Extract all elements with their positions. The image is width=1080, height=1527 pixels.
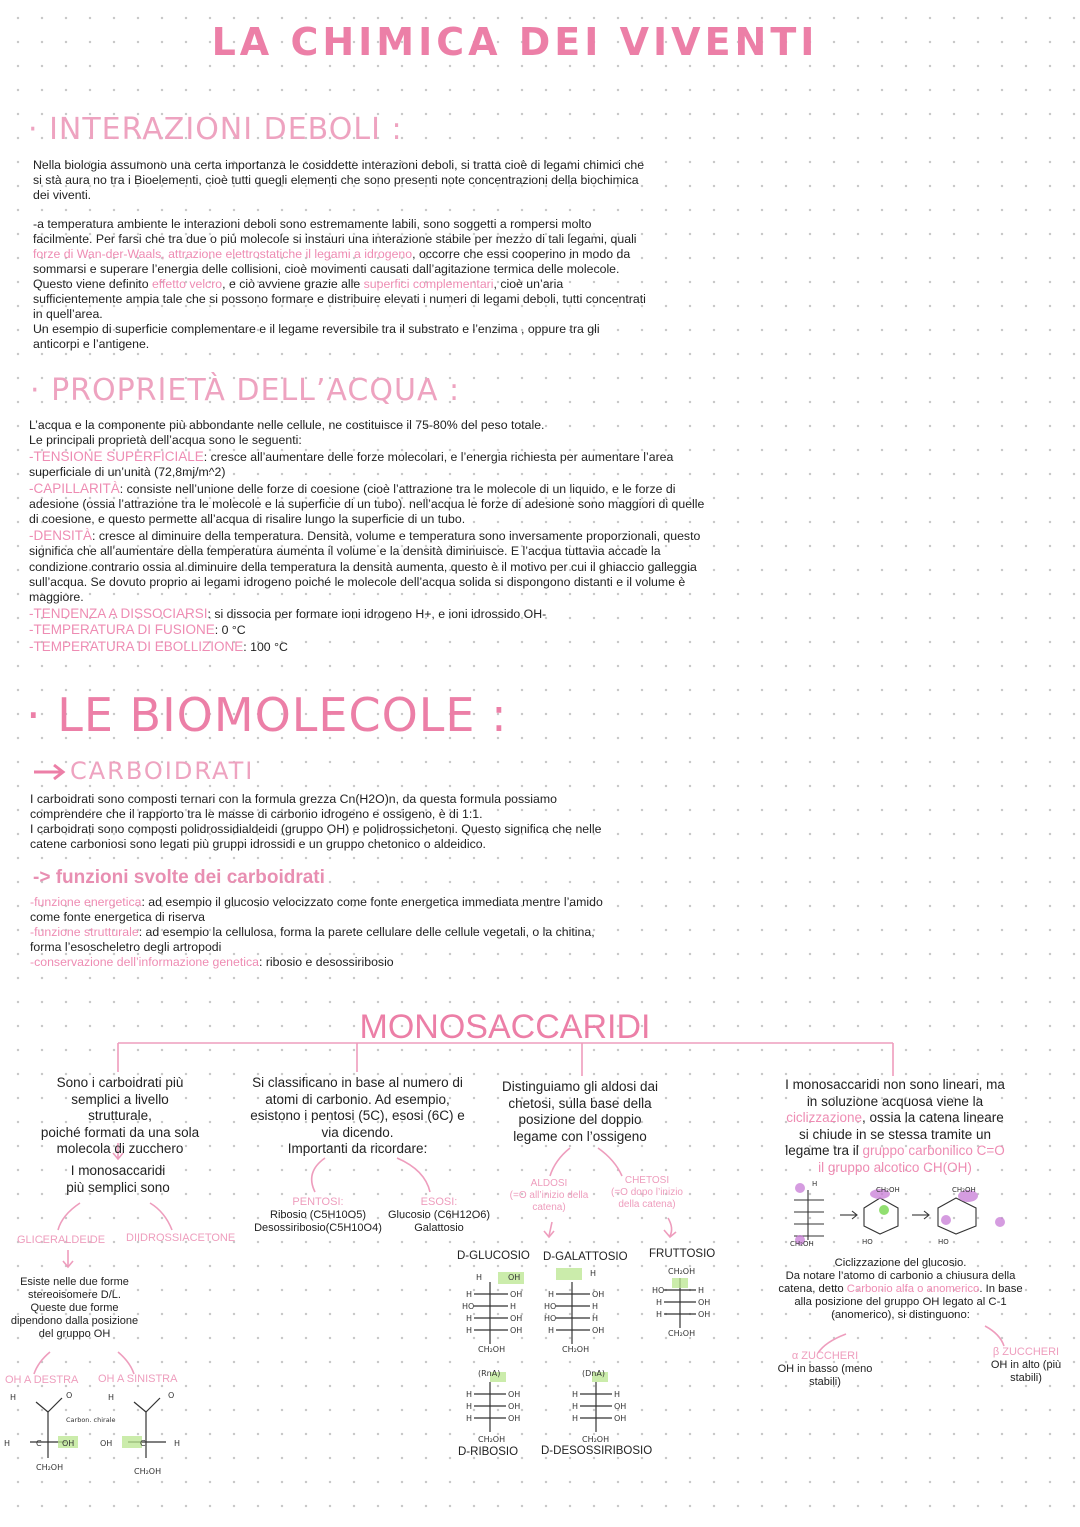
text-line: Le principali proprietà dell’acqua sono le seguenti:: [29, 433, 302, 448]
text-line: sufficientemente ampia tale che si possono formare e distribuire elevati i numeri di legami deboli, tutti concentrati: [33, 292, 646, 306]
label-densita: -DENSITÀ: [29, 527, 93, 543]
highlight-forze: forze di Wan-der-Waals, attrazione elettrostatiche il legami a idrogeno: [33, 247, 413, 261]
text-line: posizione del doppio: [518, 1112, 642, 1127]
text-line: forma l’esoscheletro degli artropodi: [30, 940, 222, 954]
svg-text:H: H: [548, 1326, 555, 1335]
heading-funzioni: -> funzioni svolte dei carboidrati: [33, 867, 325, 888]
text-line: I carboidrati sono composti ternari con la formula grezza Cn(H2O)n, da questa formula possiamo: [30, 792, 557, 806]
svg-text:O: O: [66, 1391, 73, 1400]
svg-text:HO: HO: [462, 1302, 475, 1311]
chetosi-block: [598, 1175, 696, 1211]
text-line: in soluzione acquosa viene la: [806, 1093, 984, 1109]
label-fusione: -TEMPERATURA DI FUSIONE: [29, 622, 215, 638]
svg-text:H: H: [108, 1393, 115, 1402]
text-line: Ribosio (C5H10O5): [270, 1209, 366, 1221]
text-line: Desossiribosio(C5H10O4): [254, 1222, 382, 1234]
label-tensione: -TENSIONE SUPERFICIALE: [29, 448, 204, 464]
text-line: dipendono dalla posizione: [10, 1315, 139, 1327]
highlight-velcro: effetto velcro: [151, 277, 223, 291]
svg-text:H: H: [10, 1393, 17, 1402]
text-line: via dicendo.: [321, 1124, 394, 1140]
svg-text:CH₂OH: CH₂OH: [952, 1186, 976, 1194]
text-line: (anomerico), si distinguono:: [831, 1309, 970, 1321]
svg-text:H: H: [466, 1326, 473, 1335]
mono-forme-text: [2, 1276, 147, 1341]
mono-col3-text: [490, 1079, 670, 1145]
text-span: : si dissocia per formare ioni idrogeno H+, e ioni idrossido OH-: [207, 606, 547, 621]
highlight-superfici: superfici complementari: [363, 277, 494, 291]
text-line: atomi di carbonio. Ad esempio,: [265, 1091, 450, 1107]
text-line: catena): [532, 1202, 566, 1213]
label-beta-zuccheri: β ZUCCHERI: [992, 1346, 1060, 1358]
aldosi-block: [497, 1178, 601, 1214]
svg-text:CH₂OH: CH₂OH: [478, 1435, 506, 1444]
text-line: del gruppo OH: [38, 1328, 111, 1340]
svg-text:H: H: [466, 1290, 473, 1299]
svg-text:H: H: [466, 1314, 473, 1323]
svg-text:OH: OH: [510, 1314, 523, 1323]
text-line: L’acqua e la componente più abbondante nelle cellule, ne costituisce il 75-80% del peso totale.: [29, 418, 545, 432]
svg-text:CH₂OH: CH₂OH: [582, 1435, 610, 1444]
label-strutturale: -funzione strutturale: [30, 925, 139, 939]
highlight-alcolico: il gruppo alcotico CH(OH): [818, 1159, 972, 1175]
svg-text:CH₂OH: CH₂OH: [134, 1467, 162, 1476]
highlight-ciclizzazione: ciclizzazione: [786, 1110, 862, 1125]
text-line: [770, 1143, 1020, 1160]
text-line: -a temperatura ambiente le interazioni deboli sono estremamente labili, sono soggetti a rompersi molto: [33, 217, 592, 231]
svg-text:OH: OH: [698, 1298, 711, 1307]
heading-interazioni: · INTERAZIONI DEBOLI :: [28, 112, 403, 147]
text-line: Si classificano in base al numero di: [252, 1075, 463, 1090]
label-d-glucosio: D-GLUCOSIO: [457, 1250, 530, 1262]
label-oh-destra: OH A DESTRA: [5, 1374, 79, 1386]
text-line: Queste due forme: [30, 1302, 119, 1314]
svg-text:OH: OH: [508, 1390, 521, 1399]
page-title: LA CHIMICA DEI VIVENTI: [211, 20, 819, 64]
label-oh-sinistra: OH A SINISTRA: [98, 1373, 178, 1385]
text-span: legame tra il: [785, 1143, 863, 1158]
beta-zuccheri-block: [978, 1346, 1074, 1385]
text-line: anticorpi e l’antigene.: [33, 337, 150, 351]
text-span: Questo viene definito: [33, 277, 152, 291]
svg-text:OH: OH: [592, 1326, 605, 1335]
text-span: catena, detto: [778, 1283, 847, 1295]
text-line: [773, 1283, 1028, 1296]
text-line: Da notare l’atomo di carbonio a chiusura della: [785, 1270, 1016, 1282]
text-line: maggiore.: [29, 590, 84, 605]
svg-text:H: H: [174, 1439, 181, 1448]
label-gliceraldeide: GLICERALDEIDE: [17, 1234, 106, 1246]
label-d-desossiribosio: D-DESOSSIRIBOSIO: [541, 1445, 653, 1457]
text-line: Un esempio di superficie complementare e il legame reversibile tra il substrato e l’enzima , oppure tra gli: [33, 322, 600, 336]
text-span: : 0 °C: [214, 623, 246, 638]
label-chetosi: CHETOSI: [624, 1175, 670, 1186]
text-line: [770, 1110, 1020, 1127]
text-span: : consiste nell’unione delle forze di coesione (cioè l’attrazione tra le molecole di un liquido, e le forze di: [119, 481, 676, 496]
text-line: adesione (ossia l’attrazione tra le molecole e la superficie di un tubo). nell’acqua le forze di adesione sono maggiori di quelle: [29, 497, 705, 512]
text-span: : ad esempio il glucosio velocizzato come fonte energetica immediata mentre l’amido: [141, 895, 603, 909]
svg-text:CH₂OH: CH₂OH: [562, 1345, 590, 1354]
text-line: molecola di zucchero: [56, 1141, 184, 1156]
text-line: superficiale di un’unità (72,8mj/m^2): [29, 465, 226, 480]
svg-text:HO: HO: [544, 1302, 557, 1311]
label-diidrossiacetone: DIIDROSSIACETONE: [126, 1232, 236, 1244]
svg-text:H: H: [656, 1298, 663, 1307]
svg-text:H: H: [592, 1302, 599, 1311]
svg-text:OH: OH: [100, 1439, 113, 1448]
text-line: chetosi, sulla base della: [508, 1095, 652, 1111]
label-d-ribosio: D-RIBOSIO: [458, 1446, 519, 1458]
text-line: Sono i carboidrati più: [56, 1075, 184, 1090]
svg-text:OH: OH: [614, 1402, 627, 1411]
svg-text:H: H: [656, 1310, 663, 1319]
svg-text:H: H: [466, 1390, 473, 1399]
text-line: come fonte energetica di riserva: [30, 910, 205, 924]
svg-text:(RnA): (RnA): [478, 1369, 501, 1378]
highlight-carbonilico: gruppo carbonilico C=O: [862, 1143, 1005, 1158]
label-conservazione: -conservazione dell’informazione genetica: [30, 955, 259, 969]
text-line: Esiste nelle due forme: [20, 1276, 129, 1288]
text-line: semplici a livello strutturale,: [71, 1091, 169, 1123]
text-line: alla posizione del gruppo OH legato al C-1: [794, 1296, 1007, 1308]
heading-biomolecole: · LE BIOMOLECOLE :: [26, 688, 508, 742]
svg-text:OH: OH: [592, 1290, 605, 1299]
text-line: in quell’area.: [33, 307, 103, 321]
text-line: Galattosio: [414, 1222, 464, 1234]
text-line: sull’acqua. Se dovuto proprio ai legami idrogeno poiché le molecole dell’acqua solida si dispongono distanti e il volume è: [29, 575, 686, 590]
text-line: sommarsi e superare l’energia delle collisioni, cioè movimenti causati dall’agitazione termica delle molecole.: [33, 262, 620, 276]
svg-text:OH: OH: [614, 1414, 627, 1423]
svg-text:HO: HO: [938, 1238, 949, 1246]
text-line: esistono i pentosi (5C), esosi (6C) e: [250, 1108, 465, 1123]
text-line: OH in alto (più: [990, 1359, 1062, 1371]
highlight-carbonio-alfa: Carbonio alfa o anomerico: [846, 1283, 980, 1295]
label-alfa-zuccheri: α ZUCCHERI: [791, 1350, 859, 1362]
svg-text:HO: HO: [652, 1286, 665, 1295]
svg-text:OH: OH: [510, 1326, 523, 1335]
text-line: condizione contrario ossia al diminuire della temperatura la densità aumenta, questo è il motivo per cui il ghiaccio galleggia: [29, 559, 697, 574]
text-line: Ciclizzazione del glucosio.: [834, 1257, 967, 1269]
text-line: legame con l’ossigeno: [513, 1128, 647, 1144]
svg-text:H: H: [572, 1402, 579, 1411]
svg-text:CH₂OH: CH₂OH: [478, 1345, 506, 1354]
mono-col4-text: [770, 1077, 1020, 1176]
text-span: : ad esempio la cellulosa, forma la parete cellulare delle cellule vegetali, o la chitina,: [138, 925, 595, 939]
svg-text:OH: OH: [62, 1439, 75, 1448]
text-line: facilmente. Per farsi che tra due o più molecole si instauri una interazione stabile per mezzo di tali legami, quali: [33, 232, 637, 246]
label-ebollizione: -TEMPERATURA DI EBOLLIZIONE: [29, 638, 244, 654]
svg-text:C: C: [36, 1439, 42, 1448]
text-line: Importanti da ricordare:: [287, 1141, 428, 1156]
heading-monosaccaridi: MONOSACCARIDI: [359, 1008, 651, 1046]
text-line: Glucosio (C6H12O6): [387, 1209, 491, 1221]
label-d-galattosio: D-GALATTOSIO: [543, 1251, 628, 1263]
text-line: Distinguiamo gli aldosi dai: [501, 1079, 659, 1094]
text-line: di coesione, e questo permette all’acqua di risalire lungo la superficie di un tubo.: [29, 512, 466, 527]
svg-text:H: H: [614, 1390, 621, 1399]
pentosi-block: [248, 1196, 388, 1235]
heading-carboidrati: CARBOIDRATI: [70, 757, 255, 785]
mono-col1b-text: [48, 1163, 188, 1196]
label-pentosi: PENTOSI:: [292, 1196, 344, 1208]
text-line: I monosaccaridi: [70, 1163, 166, 1178]
text-span: , e ciò avviene grazie alle: [222, 277, 364, 291]
text-line: stereoisomere D/L.: [28, 1289, 121, 1301]
svg-text:H: H: [698, 1286, 705, 1295]
svg-text:H: H: [572, 1390, 579, 1399]
svg-text:H: H: [548, 1290, 555, 1299]
svg-text:OH: OH: [698, 1310, 711, 1319]
text-line: (=O dopo l’inizio: [611, 1187, 683, 1198]
mono-col2-text: [245, 1075, 470, 1158]
text-line: OH in basso (meno: [777, 1363, 873, 1375]
text-line: I carboidrati sono composti polidrossidialdeidi (gruppo OH) e polidrossichetoni. Questo significa che nelle: [30, 822, 602, 836]
svg-text:O: O: [168, 1391, 175, 1400]
text-span: : 100 °C: [243, 639, 288, 654]
label-fruttosio: FRUTTOSIO: [649, 1248, 716, 1260]
text-line: comprendere che il rapporto tra le masse di carbonio idrogeno e ossigeno, è di 1:1.: [30, 807, 483, 821]
esosi-block: [384, 1196, 494, 1235]
svg-text:HO: HO: [544, 1314, 557, 1323]
svg-text:CH₂OH: CH₂OH: [876, 1186, 900, 1194]
text-line: Nella biologia assumono una certa importanza le cosiddette interazioni deboli, si tratta cioè di legami chimici che: [33, 158, 645, 172]
ciclizzazione-text: [773, 1257, 1028, 1322]
label-energetica: -funzione energetica: [30, 895, 142, 909]
svg-text:HO: HO: [862, 1238, 873, 1246]
label-capillarita: -CAPILLARITÀ: [29, 480, 120, 496]
label-dissociarsi: -TENDENZA A DISSOCIARSI: [29, 605, 208, 621]
text-span: . In base: [979, 1283, 1023, 1295]
text-line: I monosaccaridi non sono lineari, ma: [785, 1077, 1005, 1092]
svg-text:H: H: [466, 1414, 473, 1423]
text-span: , ossia la catena lineare: [861, 1110, 1004, 1125]
text-line: si stà aura no tra i Bioelementi, cioè tutti quegli elementi che sono presenti note concentrazioni della biochimica: [33, 173, 639, 187]
svg-text:H: H: [476, 1273, 483, 1282]
mono-col1-text: [40, 1075, 200, 1158]
svg-text:H: H: [510, 1302, 517, 1311]
svg-text:H: H: [572, 1414, 579, 1423]
svg-text:(DnA): (DnA): [582, 1369, 605, 1378]
svg-text:CH₂OH: CH₂OH: [36, 1463, 64, 1472]
svg-text:Carbon. chirale: Carbon. chirale: [66, 1416, 116, 1424]
svg-text:CH₂OH: CH₂OH: [668, 1267, 696, 1276]
svg-text:CH₂OH: CH₂OH: [668, 1329, 696, 1338]
svg-text:H: H: [812, 1180, 818, 1188]
svg-text:H: H: [590, 1269, 597, 1278]
svg-text:OH: OH: [508, 1273, 521, 1282]
svg-text:OH: OH: [508, 1402, 521, 1411]
text-line: stabili): [809, 1376, 841, 1388]
text-span: : cresce all’aumentare delle forze molecolari, e l’energia richiesta per aumentare l’area: [203, 449, 674, 464]
svg-text:OH: OH: [510, 1290, 523, 1299]
text-line: dei viventi.: [33, 188, 92, 202]
text-line: stabili): [1010, 1372, 1042, 1384]
text-line: della catena): [618, 1199, 676, 1210]
label-esosi: ESOSI:: [420, 1196, 458, 1208]
label-aldosi: ALDOSI: [530, 1178, 568, 1189]
svg-text:H: H: [592, 1314, 599, 1323]
text-line: significa che all’aumentare della temperatura aumenta il volume e la densità diminuisce. E l’acqua tuttavia accade la: [29, 544, 661, 559]
text-span: , occorre che essi cooperino in modo da: [412, 247, 631, 261]
svg-text:C: C: [140, 1439, 146, 1448]
svg-text:CH₂OH: CH₂OH: [790, 1240, 814, 1248]
text-span: : cresce al diminuire della temperatura. Densità, volume e temperatura sono inversamente proporzionali, questo: [92, 528, 701, 543]
text-span: : ribosio e desossiribosio: [259, 955, 394, 969]
text-line: si chiude in se stessa tramite un: [798, 1126, 992, 1142]
svg-text:OH: OH: [508, 1414, 521, 1423]
svg-text:H: H: [4, 1439, 11, 1448]
svg-text:H: H: [466, 1402, 473, 1411]
text-line: (=O all’inizio della: [509, 1190, 589, 1201]
text-line: poiché formati da una sola: [40, 1124, 200, 1140]
text-line: catene carboniosi sono legati più gruppi idrossidi e un gruppo chetonico o aldeidico.: [30, 837, 486, 851]
text-line: più semplici sono: [66, 1179, 170, 1195]
heading-acqua: · PROPRIETÀ DELL’ACQUA :: [30, 373, 461, 408]
text-span: , cioè un’aria: [493, 277, 564, 291]
alfa-zuccheri-block: [770, 1350, 880, 1389]
